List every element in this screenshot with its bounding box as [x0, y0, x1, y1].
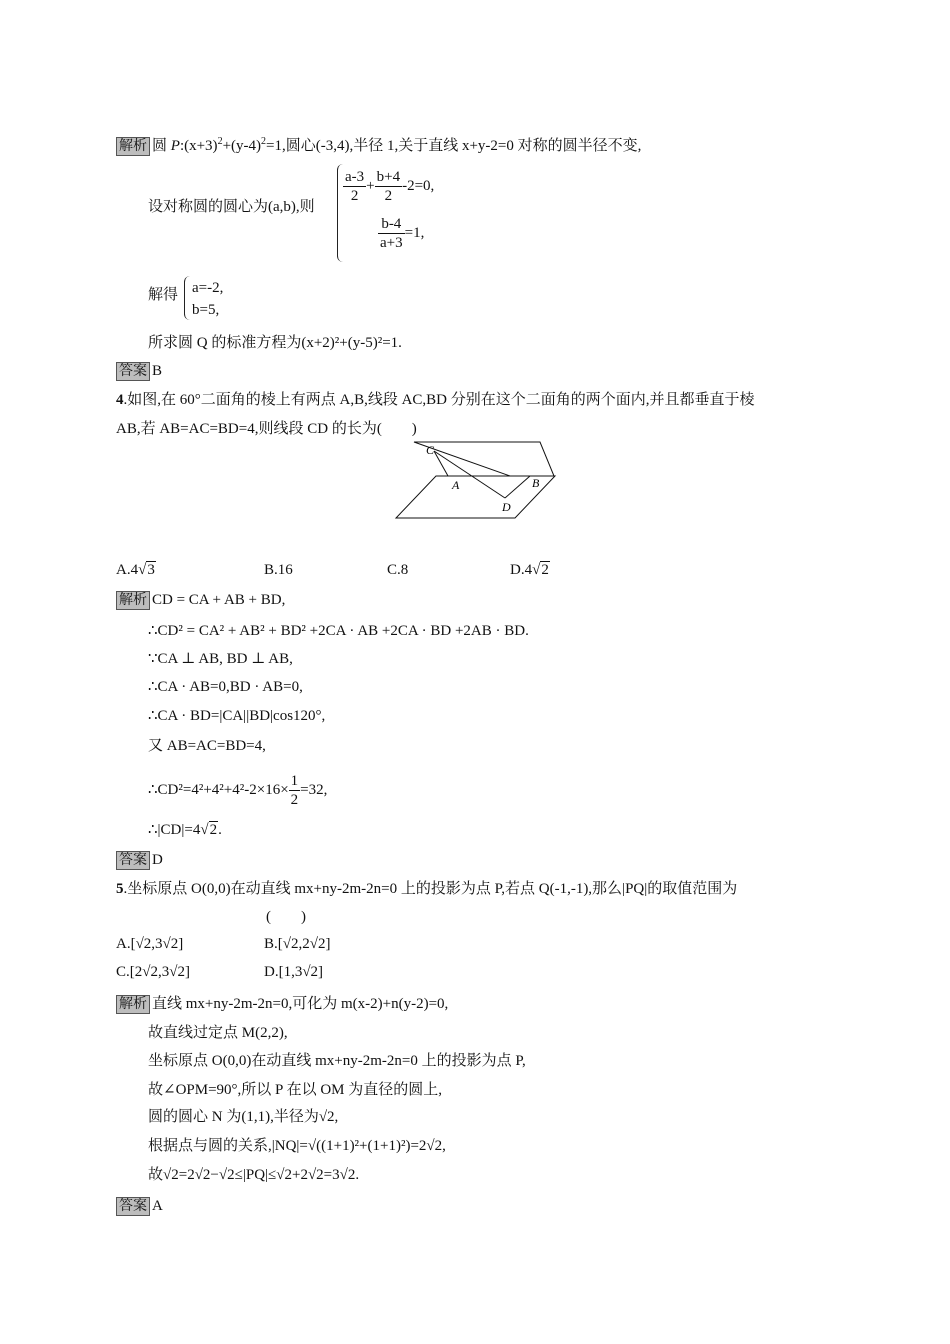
daan-tag: 答案 — [116, 362, 150, 381]
label-C: C — [426, 443, 435, 457]
solution-line: 故∠OPM=90°,所以 P 在以 OM 为直径的圆上, — [148, 1082, 442, 1098]
solution-line: 故√2=2√2−√2≤|PQ|≤√2+2√2=3√2. — [148, 1167, 360, 1183]
solution-line: 根据点与圆的关系,|NQ|=√((1+1)²+(1+1)²)=2√2, — [148, 1138, 446, 1154]
option-d: D.[1,3√2] — [264, 964, 324, 980]
solution-line: 圆的圆心 N 为(1,1),半径为√2, — [148, 1109, 339, 1125]
label-A: A — [452, 478, 460, 492]
option-d: D.4√2 — [510, 562, 549, 578]
equation: $\frac{a-3}{2}$ + $\frac{b+4}{2}$ -2=0, — [345, 169, 435, 204]
equation: b=5, — [192, 302, 220, 318]
solution-line: 坐标原点 O(0,0)在动直线 mx+ny-2m-2n=0 上的投影为点 P, — [148, 1053, 526, 1069]
solution-line: 解析 CD = CA + AB + BD, — [116, 590, 285, 610]
solution-line: ∵CA ⊥ AB, BD ⊥ AB, — [148, 651, 293, 667]
solution-line: 解得 — [148, 287, 179, 303]
solution-line: ∴CA · AB=0,BD · AB=0, — [148, 679, 303, 695]
answer-line: 答案 D — [116, 850, 163, 870]
jiexi-tag: 解析 — [116, 137, 150, 156]
solution-line: 解析 圆 $P:(x+3)^2+(y-4)^2=1$,圆心(-3,4),半径 1,关于直线 x+y-2=0 对称的圆半径不变, — [116, 132, 641, 156]
solution-line: 设对称圆的圆心为(a,b),则 — [148, 199, 315, 215]
dihedral-figure — [390, 440, 560, 520]
answer-line: 答案 A — [116, 1196, 163, 1216]
brace — [184, 276, 192, 320]
solution-line: 解析 直线 mx+ny-2m-2n=0,可化为 m(x-2)+n(y-2)=0, — [116, 994, 448, 1014]
solution-line: ∴CD² = CA² + AB² + BD² +2CA · AB +2CA · BD +2AB · BD. — [148, 623, 529, 639]
question-5-paren: ( ) — [266, 909, 306, 925]
option-b: B.16 — [264, 562, 293, 578]
solution-line: ∴CA · BD=|CA||BD|cos120°, — [148, 708, 326, 724]
label-B: B — [532, 476, 540, 490]
option-c: C.[2√2,3√2] — [116, 964, 190, 980]
option-b: B.[√2,2√2] — [264, 936, 331, 952]
solution-line: 故直线过定点 M(2,2), — [148, 1025, 288, 1041]
option-a: A.[√2,3√2] — [116, 936, 184, 952]
question-4-line2: AB,若 AB=AC=BD=4,则线段 CD 的长为( ) — [116, 421, 417, 437]
equation: a=-2, — [192, 280, 224, 296]
option-c: C.8 — [387, 562, 409, 578]
solution-line: ∴CD²=4²+4²+4²-2×16× $\frac{1}{2}$ =32, — [148, 773, 328, 808]
equation: $\frac{b-4}{a+3}$ =1, — [380, 216, 425, 251]
question-4: 4.如图,在 60°二面角的棱上有两点 A,B,线段 AC,BD 分别在这个二面角的两个面内,并且都垂直于棱 — [116, 392, 755, 408]
answer-line: 答案 B — [116, 361, 162, 381]
question-5: 5.坐标原点 O(0,0)在动直线 mx+ny-2m-2n=0 上的投影为点 P,若点 Q(-1,-1),那么|PQ|的取值范围为 — [116, 881, 738, 897]
solution-line: 又 AB=AC=BD=4, — [148, 738, 266, 754]
option-a: A.4√3 — [116, 562, 155, 578]
solution-line: 所求圆 Q 的标准方程为(x+2)²+(y-5)²=1. — [148, 335, 402, 351]
solution-line: ∴|CD|=4√2. — [148, 822, 222, 838]
label-D: D — [502, 500, 511, 514]
